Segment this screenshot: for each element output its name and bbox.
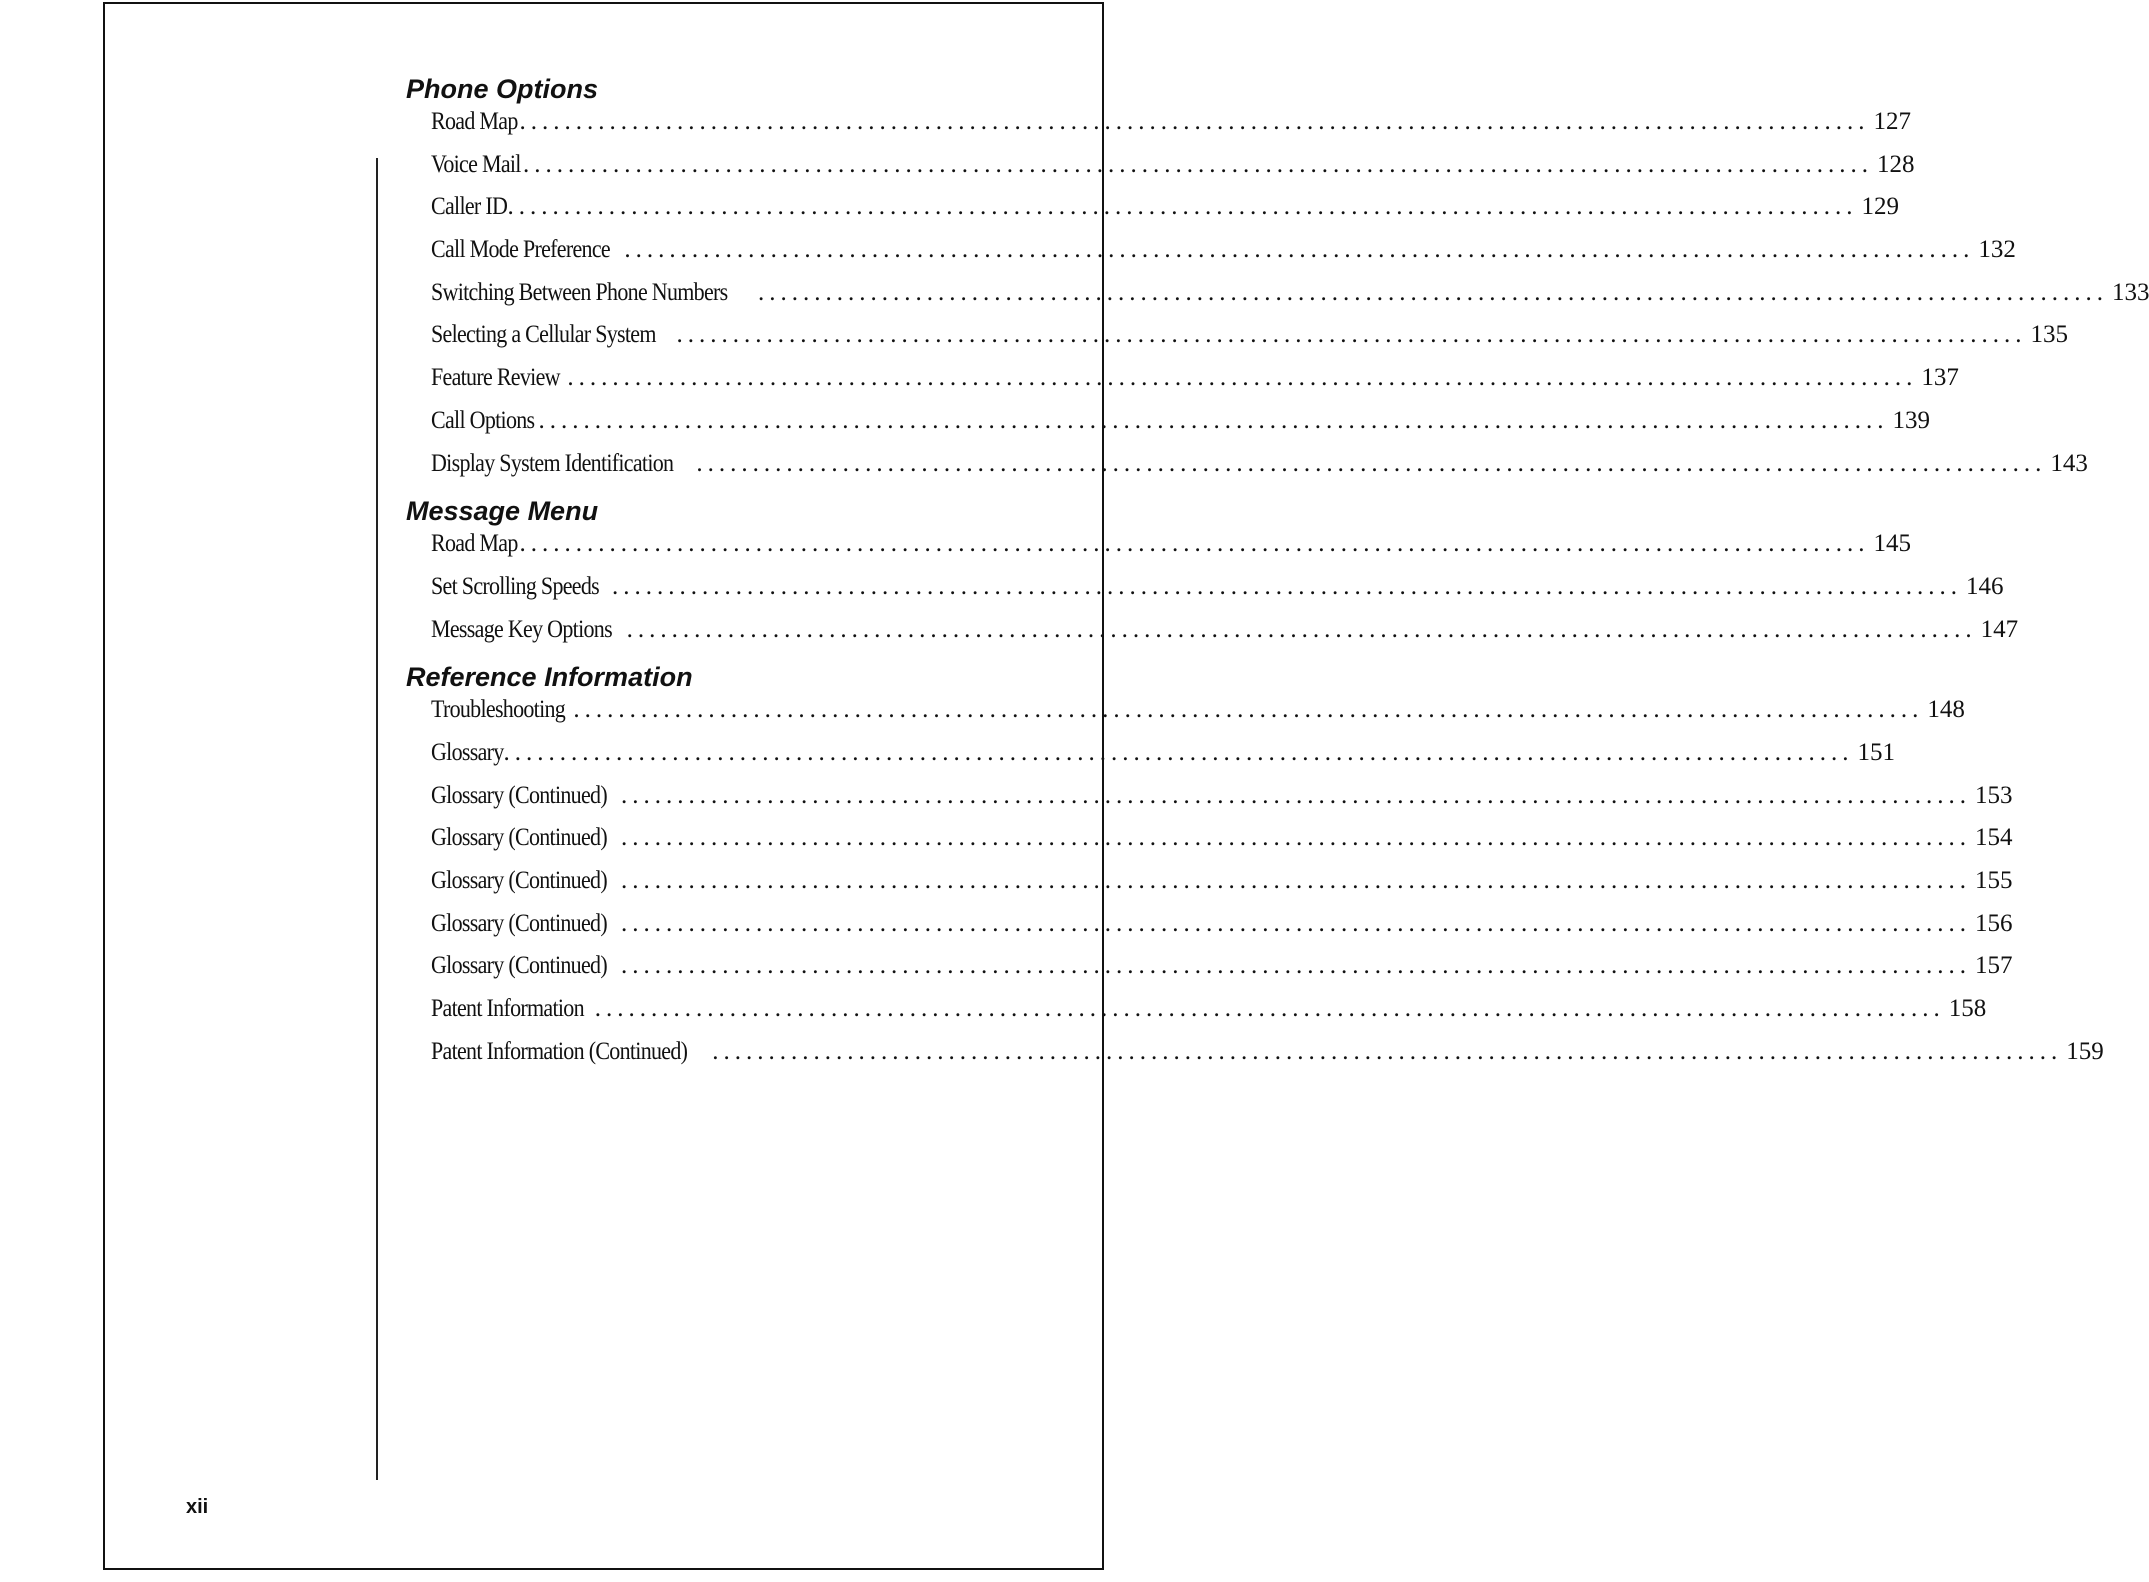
toc-entry-page: 158 xyxy=(1948,995,1987,1023)
toc-entry-title: Message Key Options xyxy=(431,615,612,643)
dot-leader: ........................................................................................................................ xyxy=(620,781,1971,809)
toc-entry-page: 135 xyxy=(2030,321,2068,349)
toc-entry-title: Road Map xyxy=(431,530,518,558)
toc-entry-page: 128 xyxy=(1876,150,1915,178)
toc-entry-title: Caller ID xyxy=(431,193,508,221)
toc-entry[interactable] xyxy=(431,449,2088,493)
toc-entry[interactable] xyxy=(431,572,2004,616)
toc-entry-title: Glossary (Continued) xyxy=(431,824,607,852)
dot-leader: ........................................................................................................................ xyxy=(507,193,1858,221)
toc-entry[interactable] xyxy=(431,150,1915,194)
toc-entry[interactable] xyxy=(431,321,2068,364)
toc-entry[interactable] xyxy=(431,781,2013,825)
dot-leader: ........................................................................................................................ xyxy=(611,572,1962,600)
dot-leader: ........................................................................................................................ xyxy=(620,867,1971,894)
dot-leader: ........................................................................................................................ xyxy=(620,824,1971,852)
toc-entry-page: 145 xyxy=(1873,530,1911,558)
toc-entry-page: 137 xyxy=(1921,364,1959,392)
toc-entry[interactable] xyxy=(431,995,1987,1038)
toc-entry-title: Voice Mail xyxy=(431,150,521,178)
table-of-contents xyxy=(406,70,2149,1080)
toc-entry[interactable] xyxy=(431,278,2149,322)
toc-entry-title: Selecting a Cellular System xyxy=(431,321,656,349)
toc-entry[interactable] xyxy=(431,530,1911,573)
toc-entry-page: 156 xyxy=(1974,909,2013,937)
toc-entry[interactable] xyxy=(431,108,1911,151)
toc-entry[interactable] xyxy=(431,236,2016,279)
toc-entry-title: Troubleshooting xyxy=(431,696,566,724)
dot-leader: ........................................................................................................................ xyxy=(624,236,1975,264)
toc-entry[interactable] xyxy=(431,364,1959,407)
toc-entry-title: Feature Review xyxy=(431,364,560,392)
dot-leader: ........................................................................................................................ xyxy=(620,909,1971,937)
dot-leader: ........................................................................................................................ xyxy=(522,150,1873,178)
toc-entry[interactable] xyxy=(431,193,1900,236)
dot-leader: ........................................................................................................................ xyxy=(696,449,2047,477)
dot-leader: ........................................................................................................................ xyxy=(503,738,1854,766)
page-number: xii xyxy=(186,1496,209,1518)
toc-entry-page: 139 xyxy=(1892,406,1930,434)
toc-entry-page: 159 xyxy=(2066,1037,2104,1065)
dot-leader: ........................................................................................................................ xyxy=(519,108,1870,135)
toc-entry-page: 129 xyxy=(1861,193,1900,221)
toc-entry-page: 143 xyxy=(2050,449,2088,477)
dot-leader: ........................................................................................................................ xyxy=(712,1037,2063,1065)
toc-list xyxy=(431,696,2104,1080)
margin-rule xyxy=(376,158,378,1480)
toc-entry-title: Switching Between Phone Numbers xyxy=(431,278,728,306)
toc-entry-title: Set Scrolling Speeds xyxy=(431,572,600,600)
dot-leader: ........................................................................................................................ xyxy=(567,364,1918,392)
toc-entry-title: Glossary (Continued) xyxy=(431,867,607,894)
toc-entry-title: Glossary (Continued) xyxy=(431,781,607,809)
toc-entry-page: 146 xyxy=(1965,572,2004,600)
toc-entry-page: 153 xyxy=(1974,781,2013,809)
toc-entry-title: Glossary (Continued) xyxy=(431,909,607,937)
section-heading: Reference Information xyxy=(406,662,693,693)
toc-entry-page: 147 xyxy=(1980,615,2019,643)
toc-list xyxy=(431,530,2019,658)
toc-entry[interactable] xyxy=(431,406,1930,450)
toc-entry[interactable] xyxy=(431,867,2013,910)
toc-entry-page: 148 xyxy=(1927,696,1965,724)
toc-section-phone-options xyxy=(406,70,2149,492)
toc-entry-title: Call Options xyxy=(431,406,535,434)
toc-entry-page: 157 xyxy=(1974,952,2013,980)
section-heading: Message Menu xyxy=(406,496,599,527)
dot-leader: ........................................................................................................................ xyxy=(620,952,1971,980)
toc-entry-title: Glossary (Continued) xyxy=(431,952,607,980)
dot-leader: ........................................................................................................................ xyxy=(594,995,1945,1023)
toc-entry-title: Glossary xyxy=(431,738,504,766)
toc-section-message-menu xyxy=(406,492,2019,658)
toc-entry-page: 133 xyxy=(2111,278,2149,306)
toc-entry[interactable] xyxy=(431,824,2013,867)
toc-entry-page: 151 xyxy=(1857,738,1895,766)
toc-entry-page: 132 xyxy=(1978,236,2016,264)
toc-entry[interactable] xyxy=(431,952,2013,995)
toc-list xyxy=(431,108,2149,492)
toc-section-reference-information xyxy=(406,658,2104,1080)
toc-entry-page: 127 xyxy=(1873,108,1911,135)
dot-leader: ........................................................................................................................ xyxy=(573,696,1924,724)
dot-leader: ........................................................................................................................ xyxy=(757,278,2108,306)
toc-entry[interactable] xyxy=(431,696,1965,739)
toc-entry-title: Road Map xyxy=(431,108,518,135)
toc-entry[interactable] xyxy=(431,909,2013,953)
dot-leader: ........................................................................................................................ xyxy=(676,321,2027,349)
section-heading: Phone Options xyxy=(406,74,598,104)
dot-leader: ........................................................................................................................ xyxy=(538,406,1889,434)
toc-entry[interactable] xyxy=(431,1037,2104,1081)
toc-entry-title: Call Mode Preference xyxy=(431,236,610,264)
dot-leader: ........................................................................................................................ xyxy=(519,530,1870,558)
toc-entry-title: Display System Identification xyxy=(431,449,674,477)
toc-entry-page: 155 xyxy=(1974,867,2013,894)
toc-entry-title: Patent Information (Continued) xyxy=(431,1037,688,1065)
toc-entry-page: 154 xyxy=(1974,824,2013,852)
toc-entry[interactable] xyxy=(431,738,1895,782)
toc-entry-title: Patent Information xyxy=(431,995,584,1023)
dot-leader: ........................................................................................................................ xyxy=(626,615,1977,643)
toc-entry[interactable] xyxy=(431,615,2019,659)
